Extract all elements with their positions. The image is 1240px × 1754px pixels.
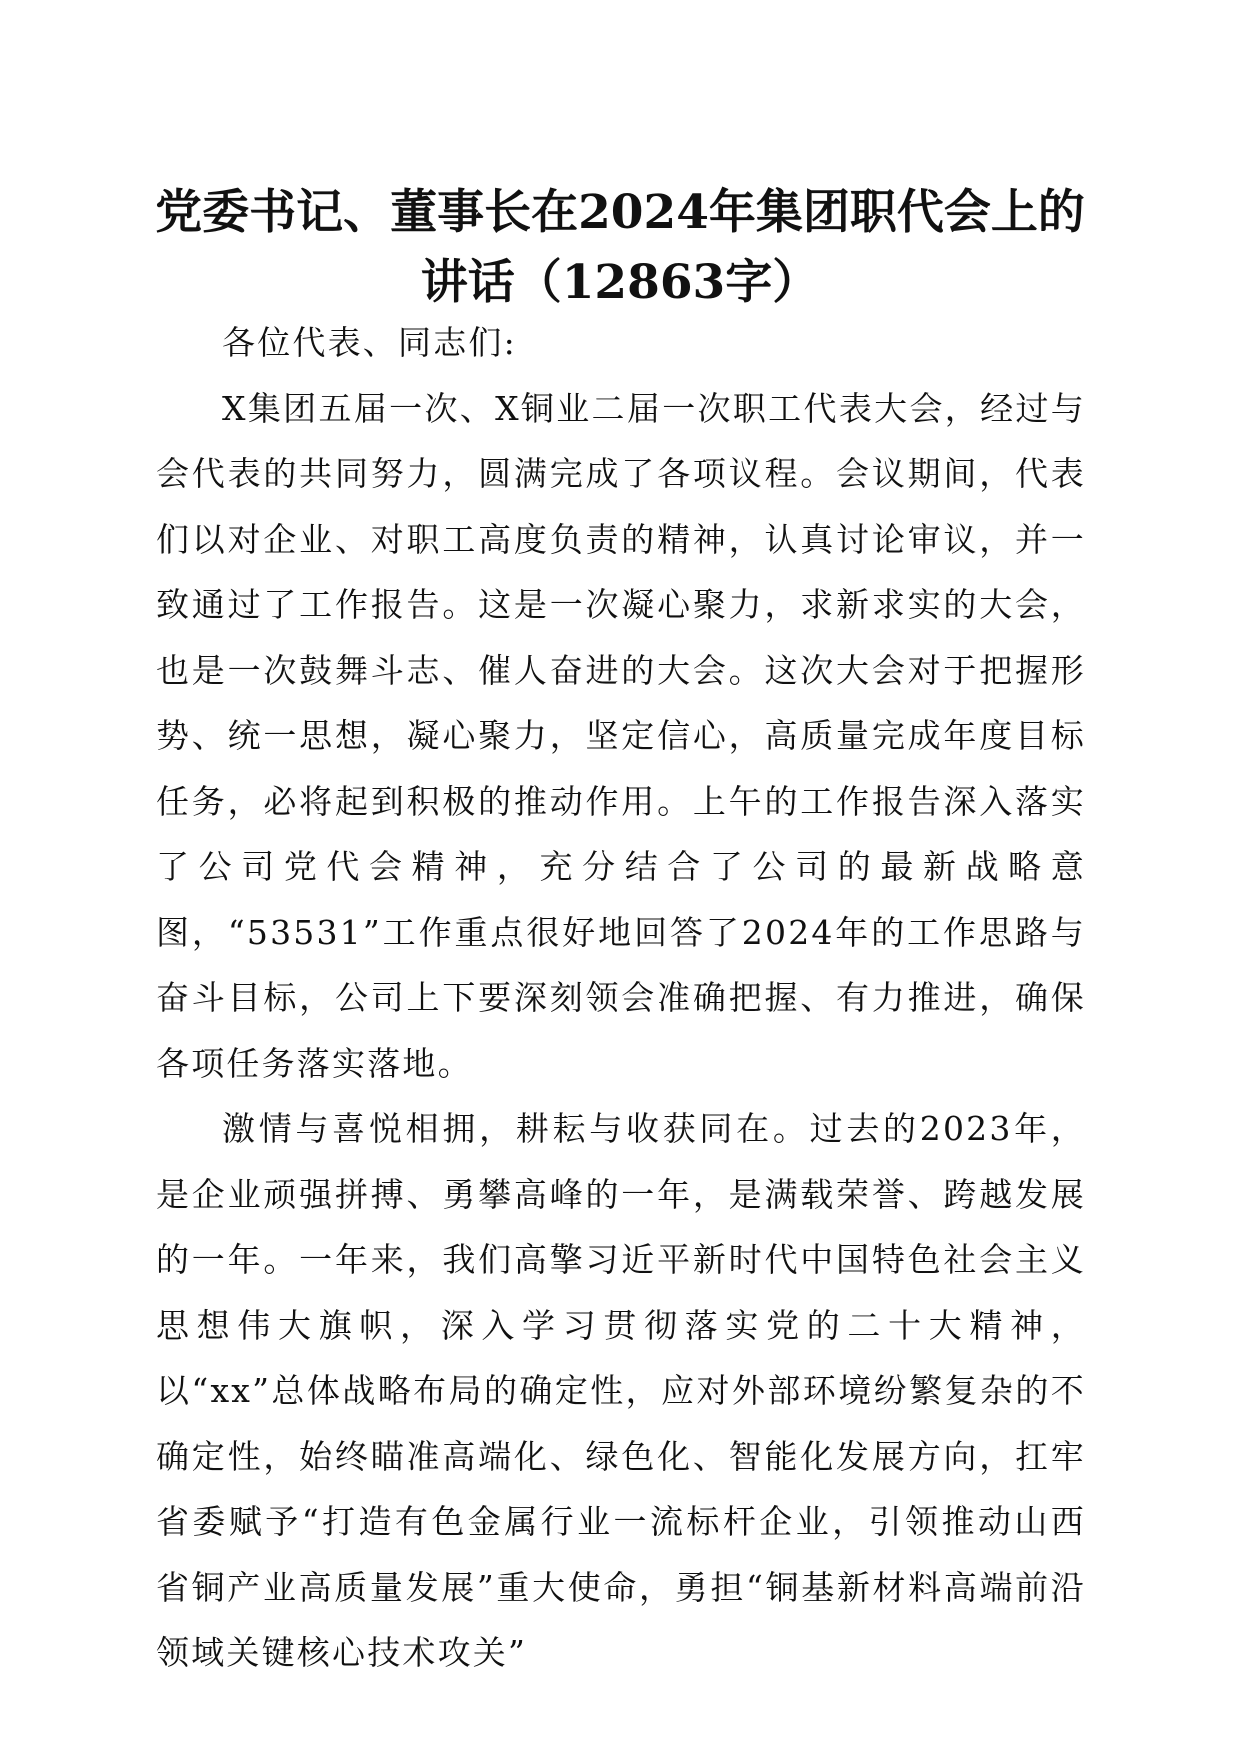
title-line-1: 党委书记、董事长在2024年集团职代会上的: [155, 185, 1085, 240]
document-body: [156, 310, 1086, 1686]
salutation: 各位代表、同志们:: [222, 323, 517, 362]
document-title: [150, 178, 1090, 318]
title-line-2: 讲话（12863字）: [420, 255, 820, 310]
paragraph-1: X集团五届一次、X铜业二届一次职工代表大会，经过与会代表的共同努力，圆满完成了各项议程。会议期间，代表们以对企业、对职工高度负责的精神，认真讨论审议，并一致通过了工作报告。这是一次凝心聚力，求新求实的大会，也是一次鼓舞斗志、催人奋进的大会。这次大会对于把握形势、统一思想，凝心聚力，坚定信心，高质量完成年度目标任务，必将起到积极的推动作用。上午的工作报告深入落实了公司党代会精神，充分结合了公司的最新战略意图，“53531”工作重点很好地回答了2024年的工作思路与奋斗目标，公司上下要深刻领会准确把握、有力推进，确保各项任务落实落地。: [156, 388, 1086, 1083]
paragraph-2: 激情与喜悦相拥，耕耘与收获同在。过去的2023年，是企业顽强拼搏、勇攀高峰的一年，是满载荣誉、跨越发展的一年。一年来，我们高擎习近平新时代中国特色社会主义思想伟大旗帜，深入学习贯彻落实党的二十大精神，以“xx”总体战略布局的确定性，应对外部环境纷繁复杂的不确定性，始终瞄准高端化、绿色化、智能化发展方向，扛牢省委赋予“打造有色金属行业一流标杆企业，引领推动山西省铜产业高质量发展”重大使命，勇担“铜基新材料高端前沿领域关键核心技术攻关”: [156, 1109, 1086, 1672]
